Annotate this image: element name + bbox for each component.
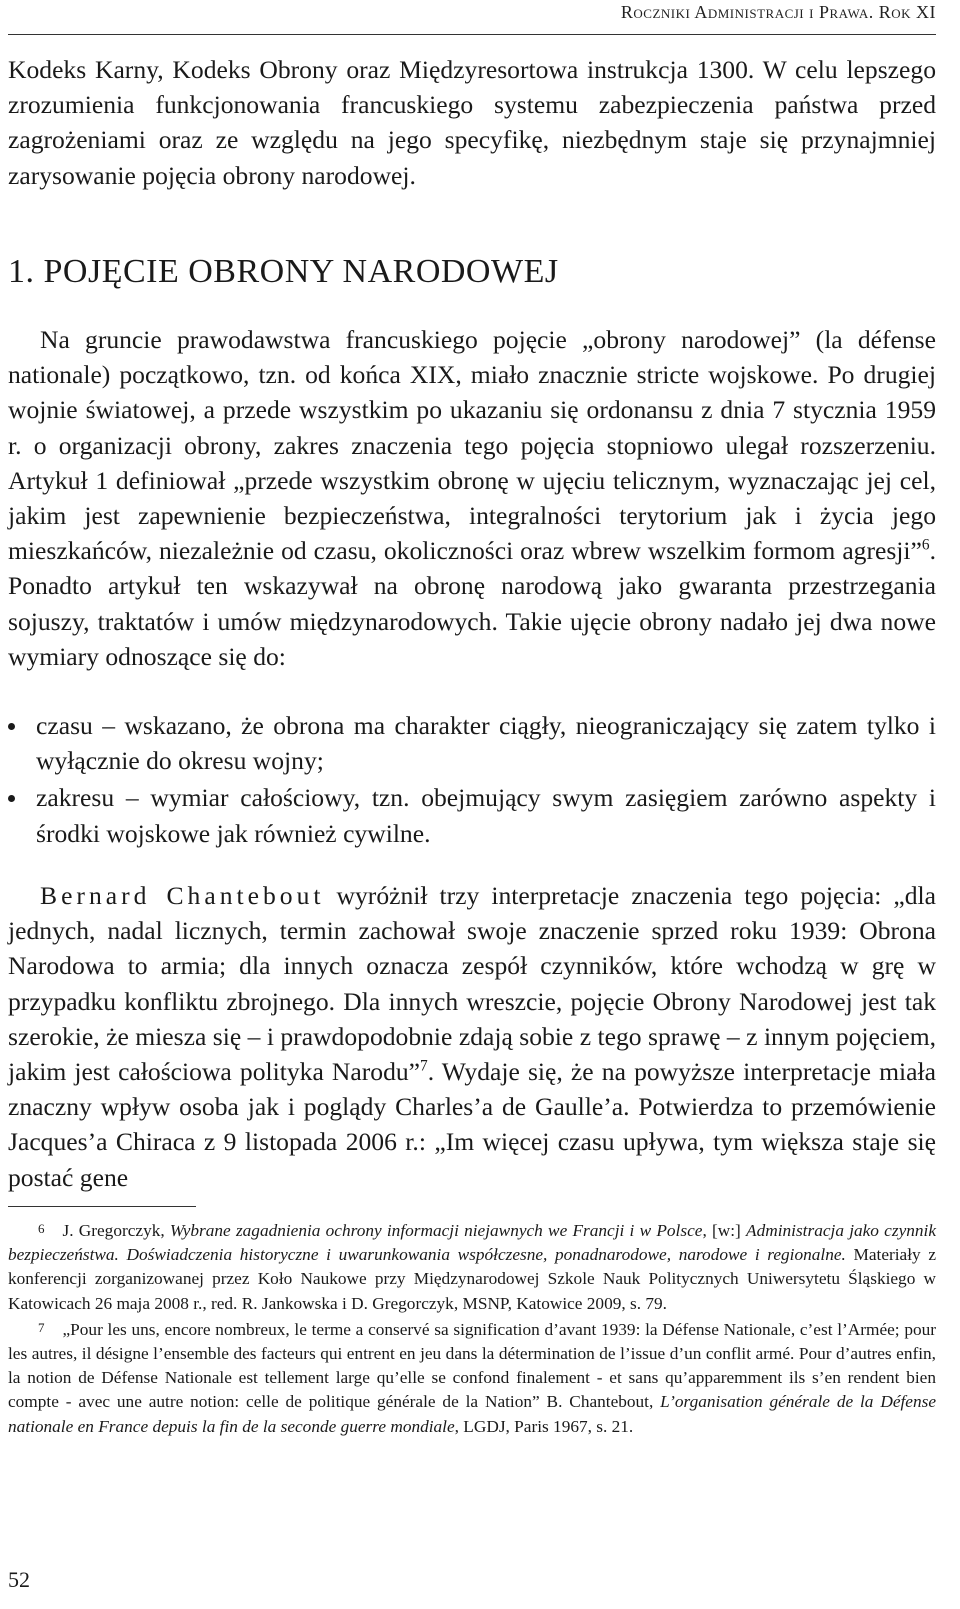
footnote-7	[8, 1316, 936, 1439]
running-head: Roczniki Administracji i Prawa. Rok XI	[620, 2, 936, 22]
footnote-text: J. Gregorczyk,	[62, 1221, 170, 1240]
footnote-text: „Pour les uns, encore nombreux, le terme a conservé sa signification d’avant 1939: la Défense Nationale, c’est l’Armée; pour les autres, il désigne l’ensemble des facteurs qui entrent en jeu dans la détermination de l’issue d’un conflit armé. Pour d’autres enfin, la notion de Défense Nationale est tellement large qu’elle se confond finalement - et sans qu’apparemment ils s’en rendent bien compte - avec une autre notion: celle de politique générale de la Nation” B. Chantebout,	[8, 1319, 936, 1412]
footnote-text: , LGDJ, Paris 1967, s. 21.	[454, 1416, 634, 1436]
paragraph-2-text-b: . Wydaje się, że na powyższe interpretacje miała znaczny wpływ osoba jak i poglądy Charles’a de Gaulle’a. Potwierdza to przemówienie Jacques’a Chiraca z 9 listopada 2006 r.: „Im więcej czasu upływa, tym większa staje się postać gene	[8, 1057, 936, 1192]
bullet-list	[8, 708, 936, 853]
footnote-title: Wybrane zagadnienia ochrony informacji niejawnych we Francji i w Polsce	[169, 1221, 703, 1240]
page-number: 52	[8, 1567, 30, 1592]
section-paragraph-2	[8, 878, 936, 1195]
footnote-rule	[8, 1206, 196, 1207]
footnote-number: 6	[38, 1221, 45, 1236]
footnote-text: Materiały z konferencji zorganizowanej przez Koło Naukowe przy Międzynarodowej Szkole Nauk Politycznych Uniwersytetu Śląskiego w Katowicach 26 maja 2008 r., red. R. Jankowska i D. Gregorczyk, MSNP, Katowice 2009, s. 79.	[8, 1245, 936, 1313]
intro-text: Kodeks Karny, Kodeks Obrony oraz Międzyresortowa instrukcja 1300. W celu lepszego zrozumienia funkcjonowania francuskiego systemu zabezpieczenia państwa przed zagrożeniami oraz ze względu na jego specyfikę, niezbędnym staje się przynajmniej zarysowanie pojęcia obrony narodowej.	[8, 55, 936, 190]
paragraph-1-text-b: . Ponadto artykuł ten wskazywał na obronę narodową jako gwaranta przestrzegania sojuszy, traktatów i umów międzynarodowych. Takie ujęcie obrony nadało jej dwa nowe wymiary odnoszące się do:	[8, 536, 936, 671]
list-item	[8, 708, 936, 778]
footnotes	[8, 1217, 936, 1439]
footnote-6	[8, 1217, 936, 1316]
bullet-text: czasu – wskazano, że obrona ma charakter ciągły, nieograniczający się zatem tylko i wyłącznie do okresu wojny;	[36, 711, 936, 776]
bullet-dot	[8, 795, 15, 802]
footnote-title: L’organisation générale de la Défense nationale en France depuis la fin de la seconde guerre mondiale	[8, 1392, 936, 1436]
footnote-ref-7[interactable]: 7	[420, 1057, 428, 1075]
paragraph-1-text-a: Na gruncie prawodawstwa francuskiego pojęcie „obrony narodowej” (la défense nationale) początkowo, tzn. od końca XIX, miało znacznie stricte wojskowe. Po drugiej wojnie światowej, a przede wszystkim po ukazaniu się ordonansu z dnia 7 stycznia 1959 r. o organizacji obrony, zakres znaczenia tego pojęcia stopniowo ulegał rozszerzeniu. Artykuł 1 definiował „przede wszystkim obronę w ujęciu telicznym, wyznaczając jej cel, jakim jest zapewnienie bezpieczeństwa, integralności terytorium jak i życia jego mieszkańców, niezależnie od czasu, okoliczności oraz wbrew wszelkim formom agresji”	[8, 325, 936, 566]
footnote-text: , [w:]	[702, 1221, 747, 1240]
section-paragraph-1	[8, 322, 936, 674]
intro-paragraph	[8, 52, 936, 193]
bullet-dot	[8, 723, 15, 730]
header-rule	[8, 34, 936, 35]
author-name: Bernard Chantebout	[40, 881, 325, 910]
paragraph-1	[8, 322, 936, 674]
footnote-number: 7	[38, 1319, 45, 1335]
paragraph-2-text-a: wyróżnił trzy interpretacje znaczenia tego pojęcia: „dla jednych, nadal licznych, termin zachował swoje znaczenie sprzed roku 1939: Obrona Narodowa to armia; dla innych oznacza zespół czynników, które wchodzą w grę w przypadku konfliktu zbrojnego. Dla innych wreszcie, pojęcie Obrony Narodowej jest tak szerokie, że miesza się – i prawdopodobnie zdają sobie z tego sprawę – z innym pojęciem, jakim jest całościowa polityka Narodu”	[8, 881, 937, 1087]
footnote-ref-6[interactable]: 6	[921, 536, 930, 554]
bullet-text: zakresu – wymiar całościowy, tzn. obejmujący swym zasięgiem zarówno aspekty i środki wojskowe jak również cywilne.	[36, 783, 936, 848]
list-item	[8, 780, 936, 850]
paragraph-2	[8, 878, 936, 1195]
section-heading: 1. POJĘCIE OBRONY NARODOWEJ	[8, 253, 559, 290]
footnote-title: Administracja jako czynnik bezpieczeństwa. Doświadczenia historyczne i uwarunkowania współczesne, ponadnarodowe, narodowe i regionalne.	[8, 1221, 936, 1265]
